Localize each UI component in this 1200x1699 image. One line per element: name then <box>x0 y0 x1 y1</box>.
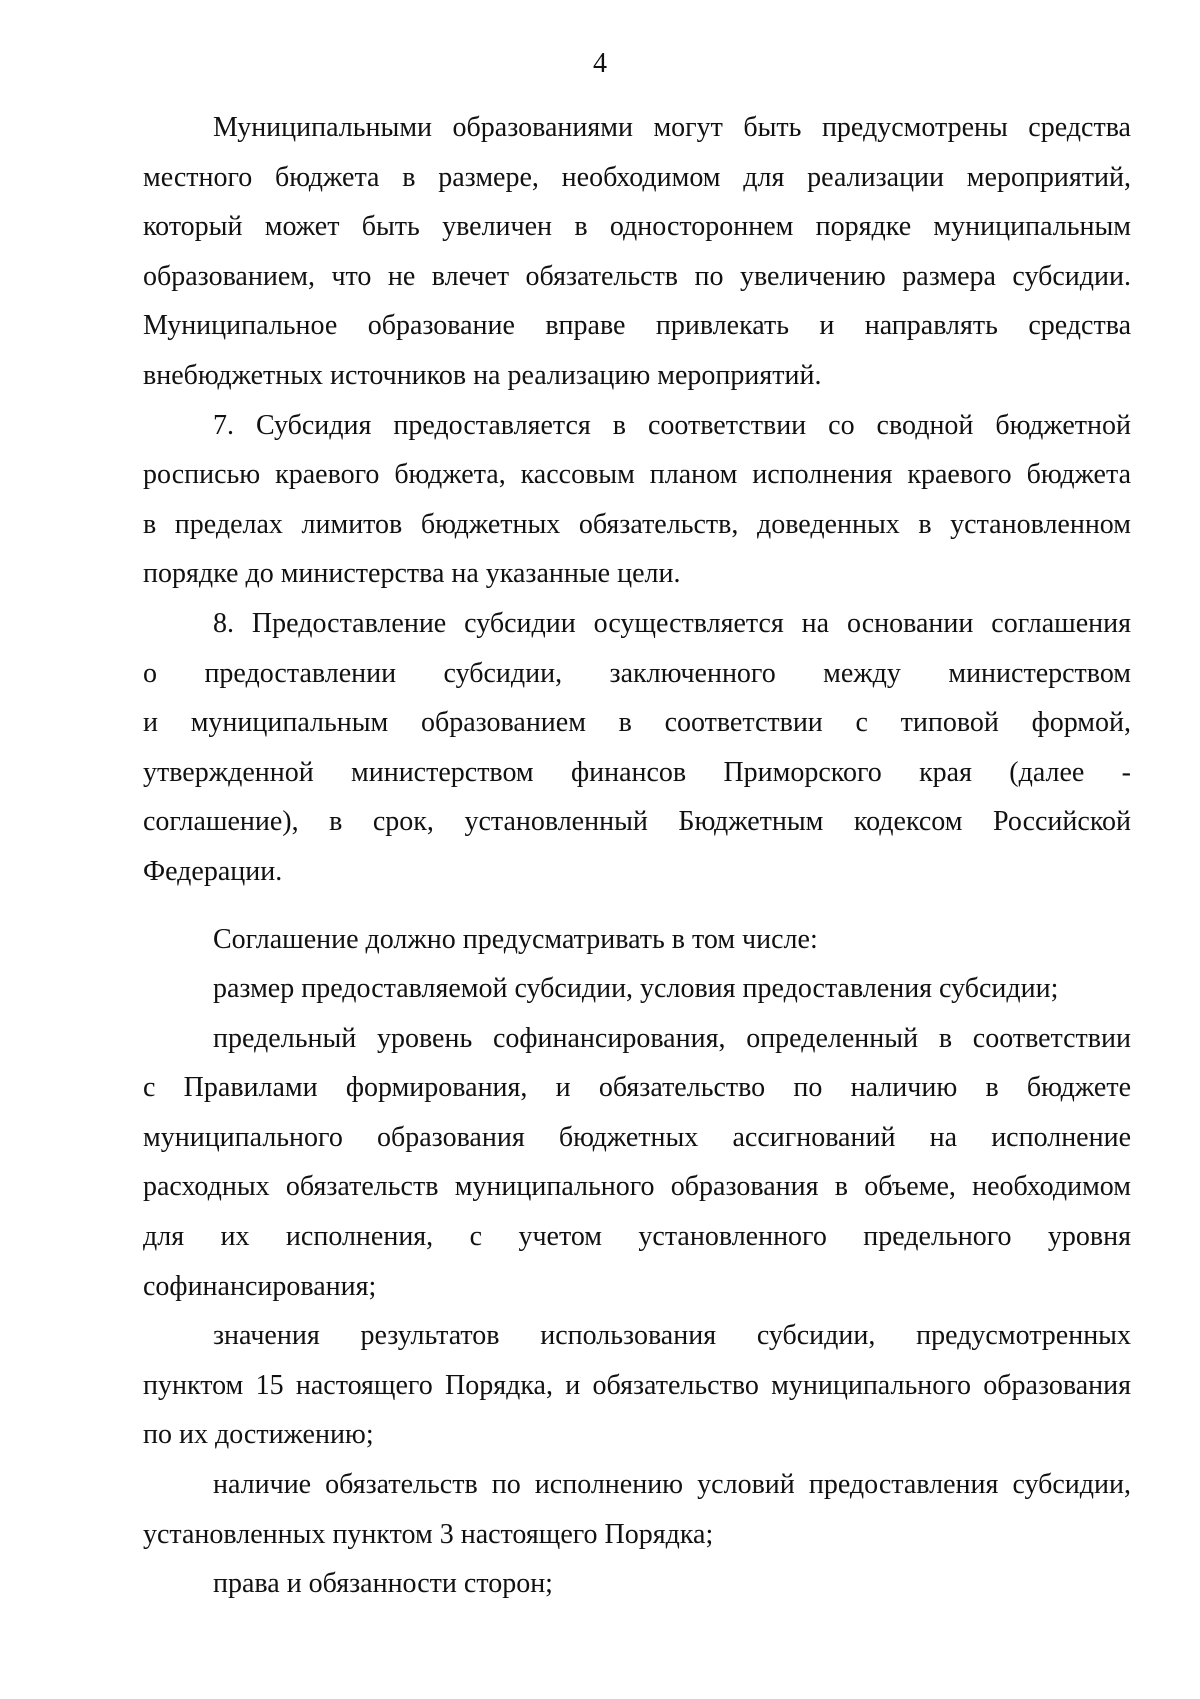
text-line: и муниципальным образованием в соответствии с типовой формой, <box>143 707 1131 739</box>
text-line: пунктом 15 настоящего Порядка, и обязательство муниципального образования <box>143 1369 1131 1401</box>
text-line: значения результатов использования субсидии, предусмотренных <box>213 1320 1131 1352</box>
text-line: установленных пунктом 3 настоящего Порядка; <box>143 1518 714 1550</box>
text-line: 7. Субсидия предоставляется в соответствии со сводной бюджетной <box>213 409 1131 441</box>
paragraph-cofinancing <box>143 1014 1131 1312</box>
paragraph-local-budget <box>143 103 1131 401</box>
paragraph-obligations <box>143 1460 1131 1559</box>
text-line: софинансирования; <box>143 1270 377 1302</box>
text-line: Муниципальное образование вправе привлекать и направлять средства <box>143 310 1131 342</box>
text-line: права и обязанности сторон; <box>213 1568 553 1600</box>
paragraph-item-7 <box>143 401 1131 599</box>
text-line: с Правилами формирования, и обязательство по наличию в бюджете <box>143 1072 1131 1104</box>
document-body <box>143 103 1131 1609</box>
paragraph-rights-duties <box>143 1559 1131 1609</box>
text-line: муниципального образования бюджетных ассигнований на исполнение <box>143 1121 1131 1153</box>
text-line: наличие обязательств по исполнению условий предоставления субсидии, <box>213 1469 1131 1501</box>
text-line: расходных обязательств муниципального образования в объеме, необходимом <box>143 1171 1131 1203</box>
paragraph-item-8 <box>143 599 1131 897</box>
text-line: порядке до министерства на указанные цели. <box>143 558 681 590</box>
text-line: в пределах лимитов бюджетных обязательств, доведенных в установленном <box>143 508 1131 540</box>
text-line: образованием, что не влечет обязательств по увеличению размера субсидии. <box>143 260 1131 292</box>
paragraph-subsidy-size <box>143 964 1131 1014</box>
paragraph-gap <box>143 897 1131 915</box>
text-line: о предоставлении субсидии, заключенного между министерством <box>143 657 1131 689</box>
text-line: размер предоставляемой субсидии, условия предоставления субсидии; <box>213 973 1059 1005</box>
paragraph-agreement-intro <box>143 915 1131 965</box>
text-line: 8. Предоставление субсидии осуществляется на основании соглашения <box>213 607 1131 639</box>
text-line: росписью краевого бюджета, кассовым планом исполнения краевого бюджета <box>143 459 1131 491</box>
text-line: предельный уровень софинансирования, определенный в соответствии <box>213 1022 1131 1054</box>
text-line: внебюджетных источников на реализацию мероприятий. <box>143 359 822 391</box>
text-line: по их достижению; <box>143 1419 374 1451</box>
text-line: местного бюджета в размере, необходимом для реализации мероприятий, <box>143 161 1131 193</box>
text-line: для их исполнения, с учетом установленного предельного уровня <box>143 1221 1131 1253</box>
paragraph-results-values <box>143 1311 1131 1460</box>
page-number: 4 <box>593 48 607 79</box>
text-line: Муниципальными образованиями могут быть предусмотрены средства <box>213 112 1131 143</box>
text-line: который может быть увеличен в одностороннем порядке муниципальным <box>143 211 1131 243</box>
text-line: Федерации. <box>143 855 283 887</box>
text-line: соглашение), в срок, установленный Бюджетным кодексом Российской <box>143 806 1131 838</box>
text-line: Соглашение должно предусматривать в том числе: <box>213 923 818 955</box>
text-line: утвержденной министерством финансов Приморского края (далее - <box>143 756 1131 788</box>
